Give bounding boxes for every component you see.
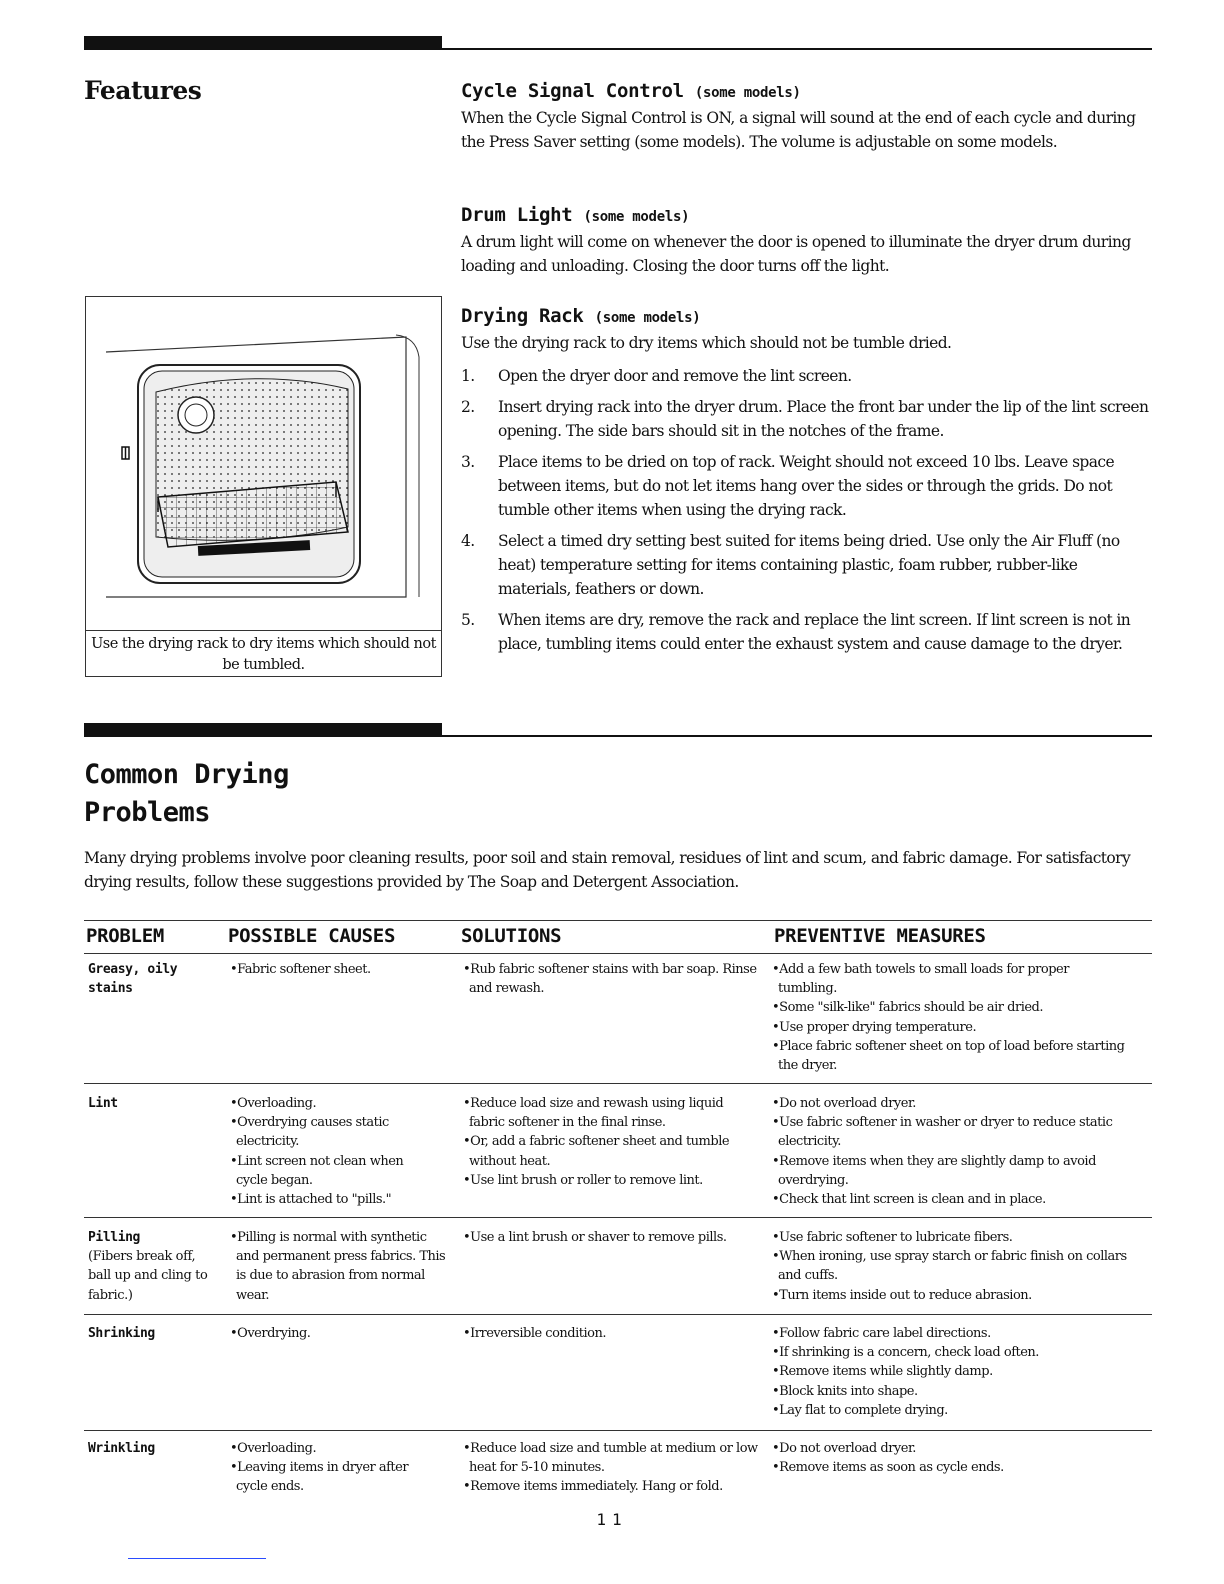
table-row: Shrinking	[88, 1326, 155, 1341]
list-item: 5. When items are dry, remove the rack and replace the lint screen. If lint screen is not in place, tumbling items could enter the exhaust system and cause damage to the dryer.	[461, 611, 1131, 653]
drying-rack-title: Drying Rack	[461, 305, 584, 327]
drum-light-title: Drum Light	[461, 204, 573, 226]
drying-rack-section	[461, 305, 1151, 355]
table-row: Lint	[88, 1096, 118, 1111]
page-number: 11	[596, 1510, 628, 1529]
figure-caption: Use the drying rack to dry items which should not be tumbled.	[86, 630, 441, 676]
drying-rack-intro: Use the drying rack to dry items which should not be tumble dried.	[461, 334, 952, 352]
header-causes: POSSIBLE CAUSES	[228, 925, 396, 947]
drum-light-text: A drum light will come on whenever the door is opened to illuminate the dryer drum during loading and unloading. Closing the door turns off the light.	[461, 233, 1131, 275]
table-header-rule	[84, 953, 1152, 954]
header-problem: PROBLEM	[86, 925, 164, 947]
table-top-rule	[84, 920, 1152, 921]
drum-light-section	[461, 204, 1151, 278]
drying-rack-figure	[85, 296, 442, 677]
cycle-signal-text: When the Cycle Signal Control is ON, a signal will sound at the end of each cycle and during the Press Saver setting (some models). The volume is adjustable on some models.	[461, 109, 1136, 151]
section-rule-features	[84, 48, 1152, 50]
table-row: Greasy, oily stains	[88, 962, 178, 997]
table-row: Wrinkling	[88, 1441, 155, 1456]
features-heading: Features	[84, 76, 202, 105]
list-item: 1. Open the dryer door and remove the lint screen.	[461, 367, 852, 385]
cycle-signal-tag: (some models)	[694, 85, 801, 101]
drum-light-tag: (some models)	[583, 209, 690, 225]
list-item: 4. Select a timed dry setting best suited for items being dried. Use only the Air Fluff (no heat) temperature setting for items containing plastic, foam rubber, rubber-like materials, feathers or down.	[461, 532, 1120, 598]
section-rule-common	[84, 735, 1152, 737]
common-problems-intro: Many drying problems involve poor cleaning results, poor soil and stain removal, residues of lint and scum, and fabric damage. For satisfactory drying results, follow these suggestions provided by The Soap and Detergent Association.	[84, 849, 1131, 891]
list-item: 2. Insert drying rack into the dryer drum. Place the front bar under the lip of the lint screen opening. The side bars should sit in the notches of the frame.	[461, 398, 1149, 440]
footer-link-underline[interactable]	[128, 1558, 266, 1559]
list-item: 3. Place items to be dried on top of rack. Weight should not exceed 10 lbs. Leave space between items, but do not let items hang over the sides or through the grids. Do not tumble other items when using the drying rack.	[461, 453, 1115, 519]
cycle-signal-section	[461, 80, 1151, 154]
common-problems-heading: Common Drying Problems	[84, 759, 289, 828]
header-preventive: PREVENTIVE MEASURES	[774, 925, 986, 947]
cycle-signal-title: Cycle Signal Control	[461, 80, 684, 102]
dryer-drum-illustration	[86, 297, 441, 629]
drying-rack-tag: (some models)	[594, 310, 701, 326]
table-row: Pilling (Fibers break off, ball up and cling to fabric.)	[88, 1230, 208, 1303]
header-solutions: SOLUTIONS	[461, 925, 562, 947]
drying-rack-steps	[461, 364, 1151, 663]
